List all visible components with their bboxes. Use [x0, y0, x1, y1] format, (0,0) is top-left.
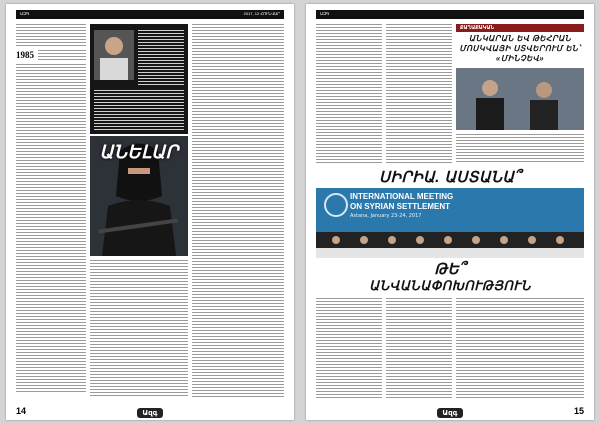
dropcap-year: 1985 — [16, 50, 34, 60]
left-col2-text — [90, 260, 188, 398]
left-page-number: 14 — [16, 406, 27, 416]
main-headline-1: ՍԻՐԻԱ. ԱՍՏԱՆԱ՞ — [379, 169, 521, 186]
section-banner-text: ՔԱՂԱՔԱԿԱՆ — [460, 25, 494, 31]
delegates-row — [316, 232, 584, 258]
main-headline-3: ԱՆՎԱՆԱՓՈԽՈՒԹՅՈՒՆ — [369, 278, 531, 293]
right-col3-bottom-text — [456, 298, 584, 398]
left-col1-intro-text — [16, 24, 86, 46]
main-photo-woman-with-rifle — [90, 136, 188, 256]
right-col1-top-text — [316, 24, 382, 164]
left-header-left: ԱԶԳ — [20, 11, 30, 16]
right-header-left: ԱԶԳ — [320, 11, 330, 16]
un-emblem-icon — [324, 193, 348, 217]
left-header-right: 2017, 12 ՀՈՒՆՎԱՐ — [243, 11, 280, 16]
author-portrait — [94, 30, 134, 80]
right-logo: Ազգ — [437, 408, 463, 418]
top-right-text — [456, 134, 584, 164]
section-banner — [456, 24, 584, 32]
event-line-1: INTERNATIONAL MEETING — [350, 192, 454, 201]
main-headline-2: ԹԵ՞ — [434, 261, 466, 278]
left-col3-text — [192, 24, 284, 398]
right-col2-top-text — [386, 24, 452, 164]
right-page — [306, 4, 594, 420]
left-logo: Ազգ — [137, 408, 163, 418]
left-col1-text-a — [38, 50, 86, 62]
right-page-number: 15 — [573, 406, 584, 416]
conference-banner-photo — [316, 188, 584, 258]
right-page-header-bar — [316, 10, 584, 19]
left-page — [6, 4, 294, 420]
event-line-2: ON SYRIAN SETTLEMENT — [350, 202, 451, 211]
right-col2-bottom-text — [386, 298, 452, 398]
photo-title: ԱՆԵԼԱՐ — [99, 142, 179, 162]
pull-quote-text — [138, 30, 184, 86]
top-right-headline: ԱՆԿԱՐԱՆ ԵՎ ԹԵՀՐԱՆ ՄՈՍԿՎԱՅԻ ՍՏՎԵՐՈՒՄ ԵՆ՝ «ՄԻՆՉԵՎ» — [459, 34, 581, 63]
event-line-3: Astana, January 23-24, 2017 — [350, 213, 422, 219]
right-col1-bottom-text — [316, 298, 382, 398]
left-col1-text-b — [16, 64, 86, 394]
pull-quote-text-2 — [94, 90, 184, 130]
top-right-photo-leaders — [456, 68, 584, 130]
pull-quote-panel — [90, 24, 188, 134]
left-page-header-bar — [16, 10, 284, 19]
